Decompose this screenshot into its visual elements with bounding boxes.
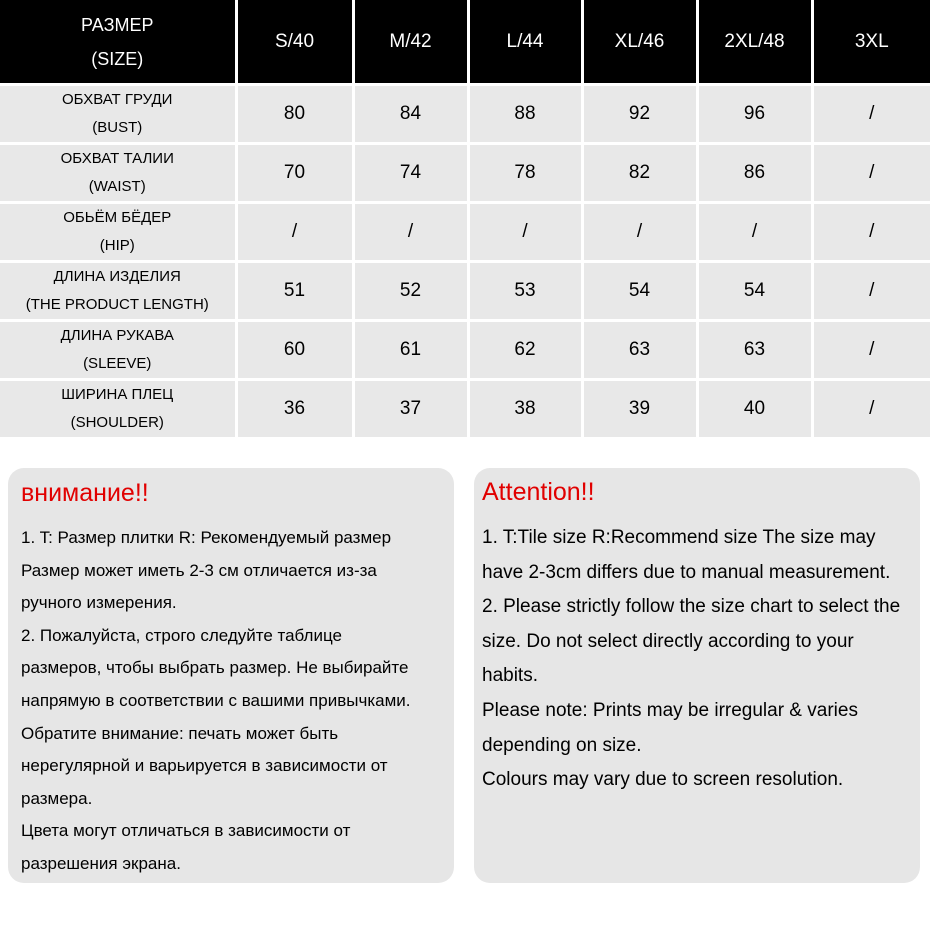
table-cell: 61: [353, 321, 468, 380]
row-label-en: (HIP): [99, 237, 135, 254]
size-header-cell: S/40: [236, 0, 353, 85]
table-cell: 60: [236, 321, 353, 380]
notice-line: нерегулярной и варьируется в зависимости от: [21, 756, 388, 776]
table-cell: 70: [236, 144, 353, 203]
notice-line: размеров, чтобы выбрать размер. Не выбирайте: [21, 658, 409, 678]
table-cell: /: [812, 321, 930, 380]
table-cell: 36: [236, 380, 353, 439]
table-cell: 63: [582, 321, 697, 380]
table-cell: /: [812, 203, 930, 262]
table-cell: 96: [697, 85, 812, 144]
table-cell: 82: [582, 144, 697, 203]
notice-line: Цвета могут отличаться в зависимости от: [21, 821, 351, 841]
table-row: [0, 144, 930, 203]
size-label-en: (SIZE): [91, 48, 144, 69]
table-cell: 88: [468, 85, 582, 144]
row-label: [0, 380, 236, 439]
notice-title-ru: внимание!!: [21, 479, 149, 507]
notice-line: Размер может иметь 2-3 см отличается из-за: [21, 560, 377, 580]
notice-box-ru: [8, 468, 454, 883]
table-cell: /: [697, 203, 812, 262]
table-cell: 52: [353, 262, 468, 321]
table-cell: 78: [468, 144, 582, 203]
notice-line: Colours may vary due to screen resolution.: [482, 769, 844, 791]
row-label-en: (SLEEVE): [83, 355, 152, 372]
row-label-ru: ОБХВАТ ТАЛИИ: [60, 150, 174, 167]
table-cell: 40: [697, 380, 812, 439]
table-cell: 84: [353, 85, 468, 144]
table-cell: 74: [353, 144, 468, 203]
table-cell: /: [812, 85, 930, 144]
notice-line: Обратите внимание: печать может быть: [21, 723, 339, 743]
notice-line: Please note: Prints may be irregular & varies: [482, 699, 858, 721]
row-label-en: (WAIST): [88, 178, 146, 195]
notice-line: 1. T:Tile size R:Recommend size The size may: [482, 527, 876, 548]
table-cell: /: [468, 203, 582, 262]
row-label-ru: ОБХВАТ ГРУДИ: [62, 91, 173, 108]
notice-line: 1. T: Размер плитки R: Рекомендуемый размер: [21, 528, 392, 547]
table-row: [0, 380, 930, 439]
notice-line: разрешения экрана.: [21, 853, 181, 873]
size-column-header: [0, 0, 236, 85]
notice-line: 2. Please strictly follow the size chart to select the: [482, 596, 901, 618]
row-label-ru: ДЛИНА РУКАВА: [60, 327, 174, 344]
row-label: [0, 321, 236, 380]
row-label-en: (BUST): [92, 119, 143, 136]
notice-box-en: [474, 468, 920, 883]
size-header-row: [0, 0, 930, 85]
row-label: [0, 203, 236, 262]
notice-line: 2. Пожалуйста, строго следуйте таблице: [21, 625, 342, 645]
notice-line: size. Do not select directly according to your: [482, 630, 854, 652]
table-cell: 53: [468, 262, 582, 321]
table-cell: 51: [236, 262, 353, 321]
row-label-ru: ШИРИНА ПЛЕЦ: [61, 386, 174, 403]
table-row: [0, 321, 930, 380]
table-cell: 37: [353, 380, 468, 439]
table-row: [0, 203, 930, 262]
table-cell: 80: [236, 85, 353, 144]
notice-title-en: Attention!!: [482, 478, 595, 506]
table-cell: 62: [468, 321, 582, 380]
row-label-ru: ДЛИНА ИЗДЕЛИЯ: [53, 268, 181, 285]
table-cell: 38: [468, 380, 582, 439]
notice-line: have 2-3cm differs due to manual measurement.: [482, 561, 891, 583]
row-label: [0, 262, 236, 321]
table-cell: 39: [582, 380, 697, 439]
notice-text-ru: [21, 522, 454, 881]
notice-line: напрямую в соответствии с вашими привычками.: [21, 690, 411, 710]
table-cell: /: [812, 380, 930, 439]
notice-text-en: [482, 521, 920, 798]
table-row: [0, 262, 930, 321]
size-header-cell: L/44: [468, 0, 582, 85]
table-cell: /: [236, 203, 353, 262]
table-cell: /: [812, 262, 930, 321]
notice-line: depending on size.: [482, 734, 642, 756]
size-header-cell: 2XL/48: [697, 0, 812, 85]
size-header-cell: 3XL: [812, 0, 930, 85]
row-label-en: (THE PRODUCT LENGTH): [25, 296, 209, 313]
row-label-ru: ОБЬЁМ БЁДЕР: [63, 209, 172, 226]
table-cell: 63: [697, 321, 812, 380]
size-header-cell: M/42: [353, 0, 468, 85]
table-cell: 92: [582, 85, 697, 144]
table-cell: /: [582, 203, 697, 262]
size-label-ru: РАЗМЕР: [81, 14, 154, 35]
row-label-en: (SHOULDER): [70, 414, 164, 431]
size-header-cell: XL/46: [582, 0, 697, 85]
table-cell: /: [353, 203, 468, 262]
table-row: [0, 85, 930, 144]
table-cell: 86: [697, 144, 812, 203]
table-cell: 54: [582, 262, 697, 321]
notice-line: ручного измерения.: [21, 593, 177, 613]
row-label: [0, 144, 236, 203]
notice-line: habits.: [482, 665, 538, 687]
table-cell: 54: [697, 262, 812, 321]
notice-line: размера.: [21, 788, 93, 808]
size-chart-table: [0, 0, 930, 440]
row-label: [0, 85, 236, 144]
table-cell: /: [812, 144, 930, 203]
